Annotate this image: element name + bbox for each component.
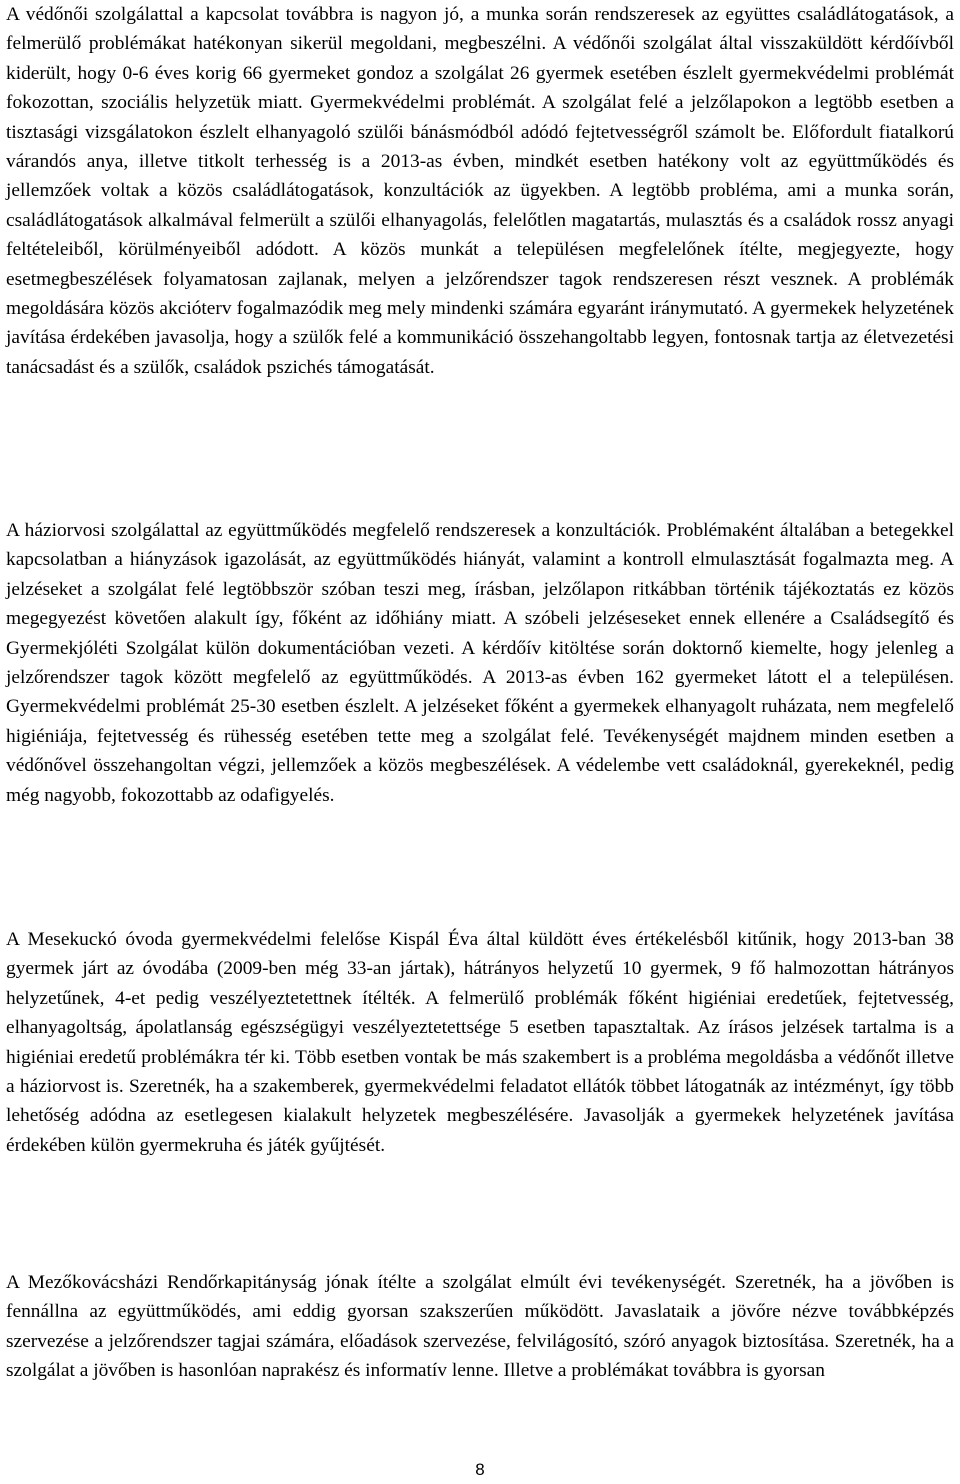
paragraph-kindergarten: A Mesekuckó óvoda gyermekvédelmi felelőse Kispál Éva által küldött éves értékelésből kitűnik, hogy 2013-ban 38 gyermek járt az óvodába (2009-ben még 33-an jártak), hátrányos helyzetű 10 gyermek, 9 fő halmozottan hátrányos helyzetűnek, 4-et pedig veszélyeztetettnek ítélték. A felmerülő problémák főként higiéniai eredetűek, fejtetvesség, elhanyagoltság, ápolatlanság egészségügyi veszélyeztetettsége 5 esetben tapasztaltak. Az írásos jelzések tartalma is a higiéniai eredetű problémákra tér ki. Több esetben vontak be más szakembert is a probléma megoldásba a védőnőt illetve a háziorvost is. Szeretnék, ha a szakemberek, gyermekvédelmi feladatot ellátók többet látogatnák az intézményt, így több lehetőség adódna az esetlegesen kialakult helyzetek megbeszélésére. Javasolják a gyermekek helyzetének javítása érdekében külön gyermekruha és játék gyűjtését.: [6, 929, 954, 1156]
paragraph-police: A Mezőkovácsházi Rendőrkapitányság jónak ítélte a szolgálat elmúlt évi tevékenységét. Szeretnék, ha a jövőben is fennállna az együttműködés, ami eddig gyorsan szakszerűen működött. Javaslataik a jövőre nézve továbbképzés szervezése a jelzőrendszer tagjai számára, előadások szervezése, felvilágosító, szóró anyagok biztosítása. Szeretnék, ha a szolgálat a jövőben is hasonlóan naprakész és informatív lenne. Illetve a problémákat továbbra is gyorsan: [6, 1272, 954, 1382]
paragraph-general-practitioner: A háziorvosi szolgálattal az együttműködés megfelelő rendszeresek a konzultációk. Problémaként általában a betegekkel kapcsolatban a hiányzások igazolását, az együttműködés hiányát, valamint a kontroll elmulasztását fogalmazta meg. A jelzéseket a szolgálat felé legtöbbször szóban teszi meg, írásban, jelzőlapon ritkábban történik tájékoztatás ez közös megegyezést követően alakult így, főként az időhiány miatt. A szóbeli jelzéseseket ennek ellenére a Családsegítő és Gyermekjóléti Szolgálat külön dokumentációban vezeti. A kérdőív kitöltése során doktornő kiemelte, hogy jelenleg a jelzőrendszer tagok között megfelelő az együttműködés. A 2013-as évben 162 gyermeket látott el a településen. Gyermekvédelmi problémát 25-30 esetben észlelt. A jelzéseket főként a gyermekek elhanyagolt ruházata, nem megfelelő higiéniája, fejtetvesség és rühesség esetében tette meg a szolgálat felé. Tevékenységét majdnem minden esetben a védőnővel összehangoltan végzi, jellemzőek a közös megbeszélések. A védelembe vett családoknál, gyerekeknél, pedig még nagyobb, fokozottabb az odafigyelés.: [6, 520, 954, 806]
paragraph-health-visitor: A védőnői szolgálattal a kapcsolat továbbra is nagyon jó, a munka során rendszeresek az együttes családlátogatások, a felmerülő problémákat hatékonyan sikerül megoldani, megbeszélni. A védőnői szolgálat által visszaküldött kérdőívből kiderült, hogy 0-6 éves korig 66 gyermeket gondoz a szolgálat 26 gyermek esetében észlelt gyermekvédelmi problémát fokozottan, szociális helyzetük miatt. Gyermekvédelmi problémát. A szolgálat felé a jelzőlapokon a legtöbb esetben a tisztasági vizsgálatokon észlelt elhanyagoló szülői bánásmódból adódó fejtetvességről számolt be. Előfordult fiatalkorú várandós anya, illetve titkolt terhesség is a 2013-as évben, mindkét esetben hatékony volt az együttműködés és jellemzőek voltak a közös családlátogatások, konzultációk az ügyekben. A legtöbb probléma, ami a munka során, családlátogatások alkalmával felmerült a szülői elhanyagolás, felelőtlen magatartás, mulasztás és a családok rossz anyagi feltételeiből, körülményeiből adódott. A közös munkát a településen megfelelőnek ítélte, megjegyezte, hogy esetmegbeszélések folyamatosan zajlanak, melyen a jelzőrendszer tagok rendszeresen részt vesznek. A problémák megoldására közös akcióterv fogalmazódik meg mely mindenki számára egyaránt iránymutató. A gyermekek helyzetének javítása érdekében javasolja, hogy a szülők felé a kommunikáció összehangoltabb legyen, fontosnak tartja az életvezetési tanácsadást és a szülők, családok pszichés támogatását.: [6, 4, 954, 378]
page-number: 8: [475, 1460, 485, 1479]
